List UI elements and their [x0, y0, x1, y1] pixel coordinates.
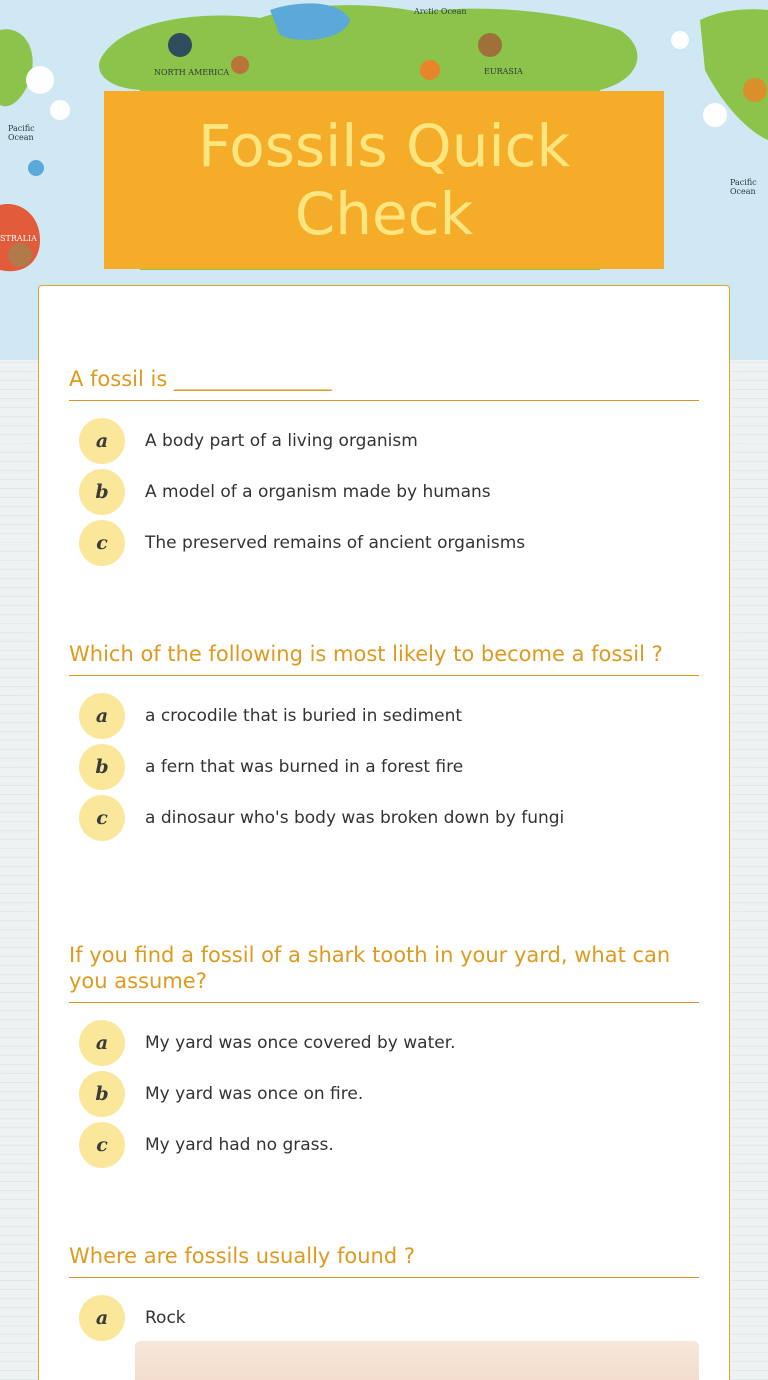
option-c[interactable]: [69, 517, 699, 568]
option-letter-bubble: b: [79, 1071, 125, 1117]
option-text: A model of a organism made by humans: [145, 481, 491, 502]
option-a[interactable]: [69, 1017, 699, 1068]
option-text: a dinosaur who's body was broken down by fungi: [145, 807, 565, 828]
option-letter-bubble: a: [79, 1020, 125, 1066]
answer-options: [69, 1017, 699, 1170]
question-title: A fossil is _______________: [69, 366, 699, 401]
answer-options: [69, 1292, 699, 1343]
question-title: Where are fossils usually found ?: [69, 1243, 699, 1278]
worksheet-title: Fossils Quick Check: [197, 112, 571, 248]
option-letter-bubble: c: [79, 1122, 125, 1168]
option-c[interactable]: [69, 792, 699, 843]
map-label-north-america: NORTH AMERICA: [154, 68, 230, 77]
option-text: a fern that was burned in a forest fire: [145, 756, 464, 777]
answer-options: [69, 690, 699, 843]
rock-landscape-image: [135, 1341, 699, 1380]
question-3: [69, 942, 699, 1170]
map-label-arctic-ocean: Arctic Ocean: [414, 7, 467, 16]
worksheet-sheet: [38, 285, 730, 1380]
option-text: My yard was once on fire.: [145, 1083, 364, 1104]
option-b[interactable]: [69, 741, 699, 792]
question-title: Which of the following is most likely to become a fossil ?: [69, 641, 699, 676]
title-banner: [104, 91, 664, 269]
option-a[interactable]: [69, 1292, 699, 1343]
map-label-pacific-left: Pacific Ocean: [8, 124, 35, 142]
map-label-eurasia: EURASIA: [484, 67, 523, 76]
option-letter-bubble: b: [79, 469, 125, 515]
option-letter-bubble: a: [79, 1295, 125, 1341]
option-text: The preserved remains of ancient organisms: [145, 532, 526, 553]
option-letter-bubble: c: [79, 520, 125, 566]
option-letter-bubble: a: [79, 418, 125, 464]
option-b[interactable]: [69, 466, 699, 517]
option-letter-bubble: a: [79, 693, 125, 739]
map-label-australia: STRALIA: [0, 234, 37, 243]
option-b[interactable]: [69, 1068, 699, 1119]
option-a[interactable]: [69, 415, 699, 466]
option-text: Rock: [145, 1307, 186, 1328]
option-c[interactable]: [69, 1119, 699, 1170]
question-1: [69, 366, 699, 568]
map-label-pacific-right: Pacific Ocean: [730, 178, 757, 196]
question-4: [69, 1243, 699, 1343]
option-text: My yard was once covered by water.: [145, 1032, 456, 1053]
option-letter-bubble: b: [79, 744, 125, 790]
option-text: a crocodile that is buried in sediment: [145, 705, 463, 726]
option-letter-bubble: c: [79, 795, 125, 841]
option-a[interactable]: [69, 690, 699, 741]
question-2: [69, 641, 699, 843]
option-text: A body part of a living organism: [145, 430, 418, 451]
answer-options: [69, 415, 699, 568]
option-text: My yard had no grass.: [145, 1134, 334, 1155]
question-title: If you find a fossil of a shark tooth in your yard, what can you assume?: [69, 942, 699, 1003]
